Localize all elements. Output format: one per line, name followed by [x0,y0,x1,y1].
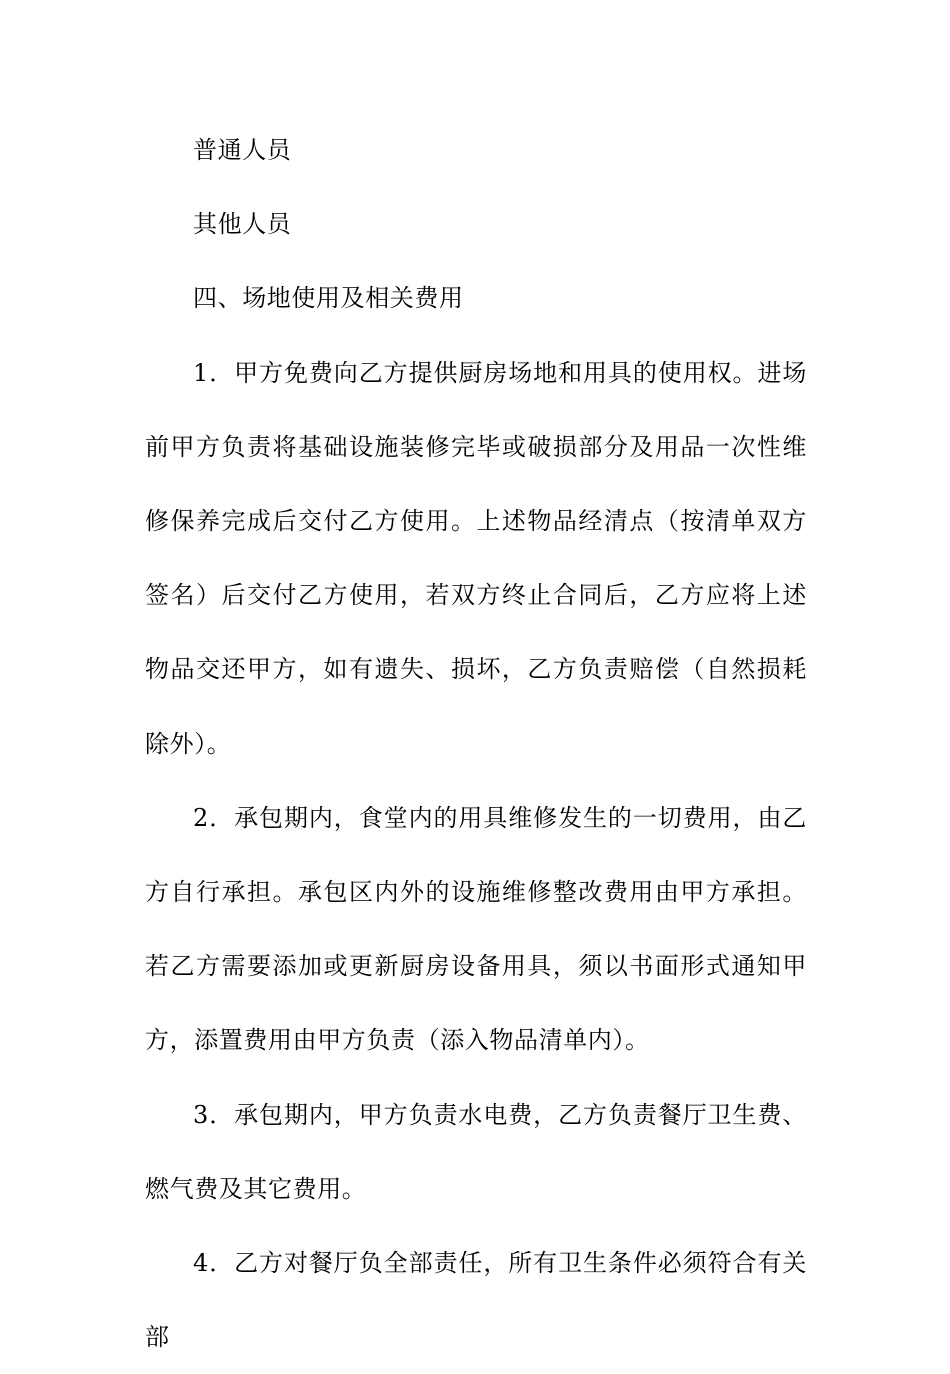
clause-1-venue-use: 1．甲方免费向乙方提供厨房场地和用具的使用权。进场前甲方负责将基础设施装修完毕或破损部分及用品一次性维修保养完成后交付乙方使用。上述物品经清点（按清单双方签名）后交付乙方使用，若双方终止合同后，乙方应将上述物品交还甲方，如有遗失、损坏，乙方负责赔偿（自然损耗除外）。 [145,358,807,758]
paragraph-staff-ordinary: 普通人员 [193,136,292,164]
clause-4-hygiene-responsibility: 4．乙方对餐厅负全部责任，所有卫生条件必须符合有关部 [145,1249,807,1352]
clause-3-utility-fees: 3．承包期内，甲方负责水电费，乙方负责餐厅卫生费、燃气费及其它费用。 [145,1100,807,1203]
clause-2-maintenance-costs: 2．承包期内，食堂内的用具维修发生的一切费用，由乙方自行承担。承包区内外的设施维修整改费用由甲方承担。若乙方需要添加或更新厨房设备用具，须以书面形式通知甲方，添置费用由甲方负责（添入物品清单内）。 [145,803,807,1055]
paragraph-staff-other: 其他人员 [193,210,292,239]
document-body [145,113,807,1374]
section-heading-venue-fees: 四、场地使用及相关费用 [193,284,464,313]
